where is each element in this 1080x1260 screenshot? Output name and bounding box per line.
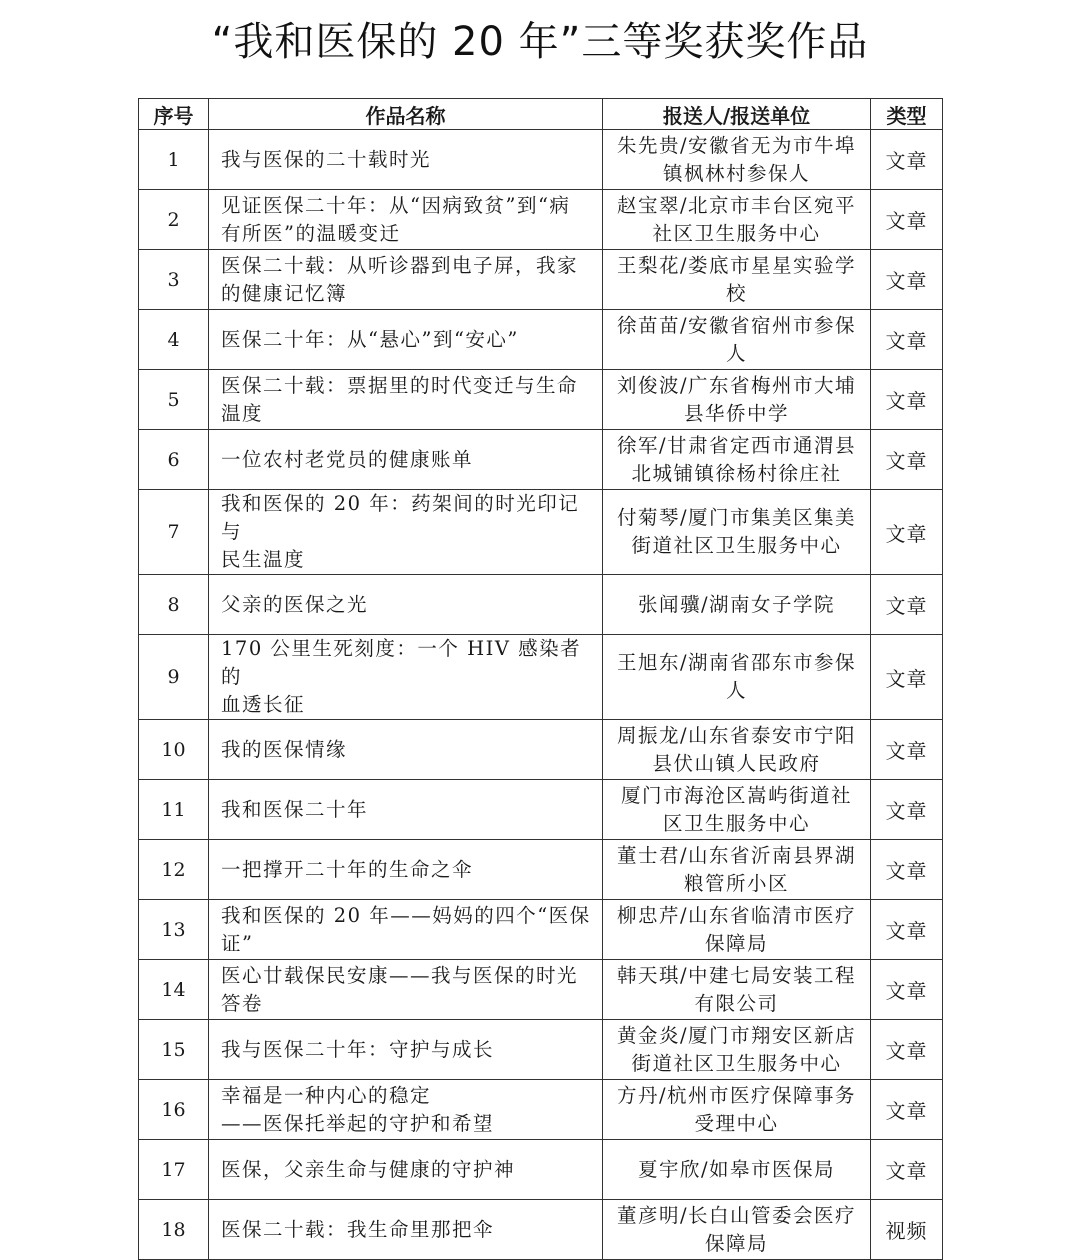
table-row — [139, 490, 943, 575]
row-number: 12 — [139, 840, 209, 900]
row-number: 18 — [139, 1200, 209, 1260]
row-number: 11 — [139, 780, 209, 840]
work-name-cell: 医保二十载：我生命里那把伞 — [209, 1200, 603, 1260]
work-name-cell: 我的医保情缘 — [209, 720, 603, 780]
page-title: “我和医保的 20 年”三等奖获奖作品 — [211, 19, 869, 65]
row-number: 13 — [139, 900, 209, 960]
type-cell: 文章 — [871, 720, 943, 780]
row-number: 16 — [139, 1080, 209, 1140]
submitter-cell: 徐苗苗/安徽省宿州市参保 人 — [603, 310, 871, 370]
submitter-cell: 厦门市海沧区嵩屿街道社 区卫生服务中心 — [603, 780, 871, 840]
table-row — [139, 310, 943, 370]
table-row — [139, 430, 943, 490]
submitter-cell: 董士君/山东省沂南县界湖 粮管所小区 — [603, 840, 871, 900]
row-number: 7 — [139, 490, 209, 575]
awards-table — [138, 98, 943, 1260]
work-name-cell: 医保，父亲生命与健康的守护神 — [209, 1140, 603, 1200]
table-row — [139, 130, 943, 190]
table-row — [139, 780, 943, 840]
work-name-cell: 一位农村老党员的健康账单 — [209, 430, 603, 490]
type-cell: 文章 — [871, 960, 943, 1020]
submitter-cell: 柳忠芹/山东省临清市医疗 保障局 — [603, 900, 871, 960]
submitter-cell: 韩天琪/中建七局安装工程 有限公司 — [603, 960, 871, 1020]
header-work-name: 作品名称 — [209, 99, 603, 130]
type-cell: 文章 — [871, 575, 943, 635]
table-row — [139, 900, 943, 960]
table-row — [139, 190, 943, 250]
table-header-row — [139, 99, 943, 130]
type-cell: 文章 — [871, 1080, 943, 1140]
type-cell: 文章 — [871, 190, 943, 250]
table-row — [139, 1080, 943, 1140]
type-cell: 文章 — [871, 130, 943, 190]
work-name-cell: 我和医保二十年 — [209, 780, 603, 840]
work-name-cell: 170 公里生死刻度：一个 HIV 感染者的 血透长征 — [209, 635, 603, 720]
table-row — [139, 250, 943, 310]
row-number: 15 — [139, 1020, 209, 1080]
type-cell: 文章 — [871, 635, 943, 720]
work-name-cell: 医保二十载：票据里的时代变迁与生命 温度 — [209, 370, 603, 430]
table-row — [139, 720, 943, 780]
row-number: 1 — [139, 130, 209, 190]
type-cell: 文章 — [871, 310, 943, 370]
row-number: 3 — [139, 250, 209, 310]
row-number: 6 — [139, 430, 209, 490]
table-row — [139, 635, 943, 720]
submitter-cell: 黄金炎/厦门市翔安区新店 街道社区卫生服务中心 — [603, 1020, 871, 1080]
table-row — [139, 1020, 943, 1080]
work-name-cell: 医保二十年：从“悬心”到“安心” — [209, 310, 603, 370]
type-cell: 文章 — [871, 1140, 943, 1200]
work-name-cell: 父亲的医保之光 — [209, 575, 603, 635]
row-number: 8 — [139, 575, 209, 635]
type-cell: 文章 — [871, 1020, 943, 1080]
table-row — [139, 840, 943, 900]
work-name-cell: 幸福是一种内心的稳定 ——医保托举起的守护和希望 — [209, 1080, 603, 1140]
row-number: 4 — [139, 310, 209, 370]
submitter-cell: 付菊琴/厦门市集美区集美 街道社区卫生服务中心 — [603, 490, 871, 575]
submitter-cell: 刘俊波/广东省梅州市大埔 县华侨中学 — [603, 370, 871, 430]
submitter-cell: 夏宇欣/如皋市医保局 — [603, 1140, 871, 1200]
row-number: 5 — [139, 370, 209, 430]
type-cell: 文章 — [871, 840, 943, 900]
work-name-cell: 见证医保二十年：从“因病致贫”到“病 有所医”的温暖变迁 — [209, 190, 603, 250]
row-number: 10 — [139, 720, 209, 780]
submitter-cell: 王旭东/湖南省邵东市参保 人 — [603, 635, 871, 720]
header-submitter: 报送人/报送单位 — [603, 99, 871, 130]
type-cell: 视频 — [871, 1200, 943, 1260]
submitter-cell: 董彦明/长白山管委会医疗 保障局 — [603, 1200, 871, 1260]
submitter-cell: 周振龙/山东省泰安市宁阳 县伏山镇人民政府 — [603, 720, 871, 780]
submitter-cell: 徐军/甘肃省定西市通渭县 北城铺镇徐杨村徐庄社 — [603, 430, 871, 490]
row-number: 9 — [139, 635, 209, 720]
type-cell: 文章 — [871, 780, 943, 840]
row-number: 17 — [139, 1140, 209, 1200]
submitter-cell: 王梨花/娄底市星星实验学 校 — [603, 250, 871, 310]
work-name-cell: 我与医保二十年：守护与成长 — [209, 1020, 603, 1080]
work-name-cell: 一把撑开二十年的生命之伞 — [209, 840, 603, 900]
type-cell: 文章 — [871, 430, 943, 490]
table-row — [139, 370, 943, 430]
submitter-cell: 朱先贵/安徽省无为市牛埠 镇枫林村参保人 — [603, 130, 871, 190]
work-name-cell: 医心廿载保民安康——我与医保的时光 答卷 — [209, 960, 603, 1020]
work-name-cell: 医保二十载：从听诊器到电子屏，我家 的健康记忆簿 — [209, 250, 603, 310]
submitter-cell: 方丹/杭州市医疗保障事务 受理中心 — [603, 1080, 871, 1140]
row-number: 2 — [139, 190, 209, 250]
work-name-cell: 我和医保的 20 年——妈妈的四个“医保 证” — [209, 900, 603, 960]
type-cell: 文章 — [871, 490, 943, 575]
table-row — [139, 960, 943, 1020]
type-cell: 文章 — [871, 250, 943, 310]
work-name-cell: 我和医保的 20 年：药架间的时光印记与 民生温度 — [209, 490, 603, 575]
submitter-cell: 张闻骥/湖南女子学院 — [603, 575, 871, 635]
type-cell: 文章 — [871, 370, 943, 430]
header-number: 序号 — [139, 99, 209, 130]
table-body — [139, 130, 943, 1260]
row-number: 14 — [139, 960, 209, 1020]
submitter-cell: 赵宝翠/北京市丰台区宛平 社区卫生服务中心 — [603, 190, 871, 250]
table-row — [139, 1140, 943, 1200]
type-cell: 文章 — [871, 900, 943, 960]
work-name-cell: 我与医保的二十载时光 — [209, 130, 603, 190]
table-row — [139, 575, 943, 635]
header-type: 类型 — [871, 99, 943, 130]
